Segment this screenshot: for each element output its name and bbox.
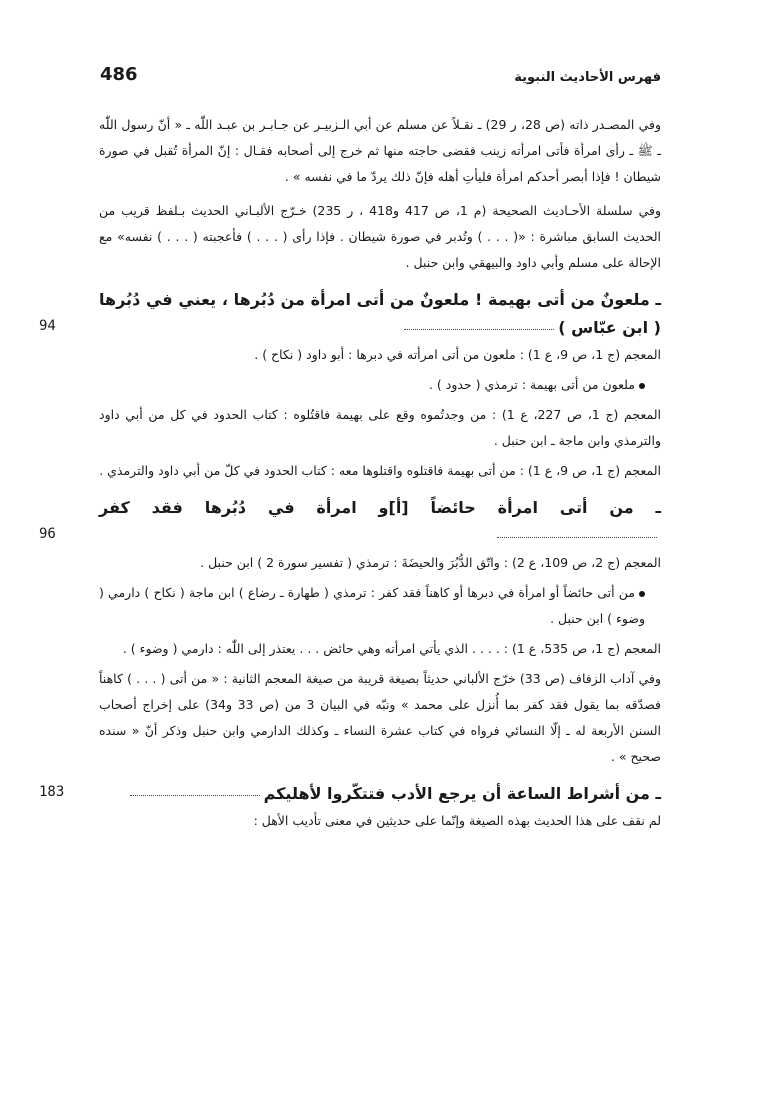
reference-line: المعجم (ج 1، ص 9، ع 1) : ملعون من أتى امرأته في دبرها : أبو داود ( نكاح ) . bbox=[254, 347, 661, 362]
paragraph: وفي سلسلة الأحـاديث الصحيحة (م 1، ص 417 و418 ، ر 235) خـرّج الألبـاني الحديث بـلفظ قريب من الحديث السابق مباشرة : «( . . . ) وتُدبر في صورة شيطان . فإذا رأى ( . . . ) فأعجبته ( . . . ) نفسه» مع الإحالة على مسلم وأبي داود والبيهقي وابن حنبل . bbox=[99, 203, 662, 270]
hadith-text: من أتى امرأة حائضاً [أ]و امرأة في دُبُرها فقد كفر bbox=[99, 498, 634, 517]
hadith-text: من أشراط الساعة أن يرجع الأدب فتتكّروا لأهليكم bbox=[263, 784, 650, 803]
reference-line: المعجم (ج 2، ص 109، ع 2) : واتّق الدُّبُرَ والحيضَةَ : ترمذي ( تفسير سورة 2 ) ابن حنبل . bbox=[200, 555, 661, 570]
bullet-icon bbox=[639, 383, 645, 389]
dot-leader bbox=[497, 536, 657, 538]
entry-page-number: 183 bbox=[39, 784, 65, 800]
entry-page-number: 94 bbox=[39, 318, 56, 334]
paragraph: وفي المصـدر ذاته (ص 28، ر 29) ـ نقـلاً عن مسلم عن أبي الـزبيـر عن جـابـر بن عبـد اللّٰه ـ « أنّ رسول اللّٰه ـ ﷺ ـ رأى امرأة فأتى امرأته زينب فقضى حاجته منها ثم خرج إلى أصحابه فقـال : إنّ المرأة تُقبل في صورة شيطان ! فإذا أبصر أحدكم امرأة فليأتِ أهله فإنّ ذلك يردّ ما في نفسه » . bbox=[99, 117, 661, 184]
reference-line: من أتى حائضاً أو امرأة في دبرها أو كاهناً فقد كفر : ترمذي ( طهارة ـ رضاع ) ابن ماجة ( نكاح ) دارمي ( وضوء ) ابن حنبل . bbox=[99, 585, 645, 626]
hadith-entry: ـ من أتى امرأة حائضاً [أ]و امرأة في دُبُرها فقد كفر 96 bbox=[99, 494, 661, 550]
reference-line: المعجم (ج 1، ص 535، ع 1) : . . . . الذي يأتي امرأته وهي حائض . . . يعتذر إلى اللّٰه : دارمي ( وضوء ) . bbox=[122, 641, 661, 656]
reference-line: ملعون من أتى بهيمة : ترمذي ( حدود ) . bbox=[99, 372, 661, 398]
page-number: 486 bbox=[100, 64, 138, 85]
hadith-entry: ـ ملعونٌ من أتى بهيمة ! ملعونٌ من أتى امرأة من دُبُرها ، يعني في دُبُرها ( ابن عبّاس ) 94 bbox=[99, 286, 661, 342]
running-header: فهرس الأحاديث النبوية bbox=[514, 70, 661, 85]
reference-line: لم نقف على هذا الحديث بهذه الصيغة وإنّما على حديثين في معنى تأديب الأهل : bbox=[253, 813, 661, 828]
reference-line: المعجم (ج 1، ص 9، ع 1) : من أتى بهيمة فاقتلوه واقتلوها معه : كتاب الحدود في كلّ من أبي داود والترمذي . bbox=[99, 463, 661, 478]
reference-line: المعجم (ج 1، ص 227، ع 1) : من وجدتُموه وقع على بهيمة فاقتُلوه : كتاب الحدود في كل من أبي داود والترمذي وابن ماجة ـ ابن حنبل . bbox=[99, 407, 661, 448]
hadith-text: ملعونٌ من أتى بهيمة ! ملعونٌ من أتى امرأة من دُبُرها ، يعني في دُبُرها ( ابن عبّاس ) bbox=[99, 290, 661, 337]
page-content bbox=[39, 112, 662, 834]
reference-line: وفي آداب الزفاف (ص 33) خرّج الألباني حديثاً بصيغة قريبة من صيغة المعجم الثانية : « من أتى ( . . . ) كاهناً فصدّقه بما يقول فقد كفر بما أُنزل على محمد » ونبّه في البيان 3 من (ص 33 و34) على إخراج أصحاب السنن الأربعة له ـ إلّا النسائي فرواه في كتاب عشرة النساء ـ وكذلك الدارمي وابن حنبل وذكر أنّ « سنده صحيح » . bbox=[99, 671, 662, 764]
entry-page-number: 96 bbox=[39, 526, 56, 542]
dot-leader bbox=[404, 328, 554, 330]
dot-leader bbox=[130, 794, 260, 796]
hadith-entry: ـ من أشراط الساعة أن يرجع الأدب فتتكّروا لأهليكم 183 bbox=[99, 780, 661, 808]
bullet-icon bbox=[639, 591, 645, 597]
